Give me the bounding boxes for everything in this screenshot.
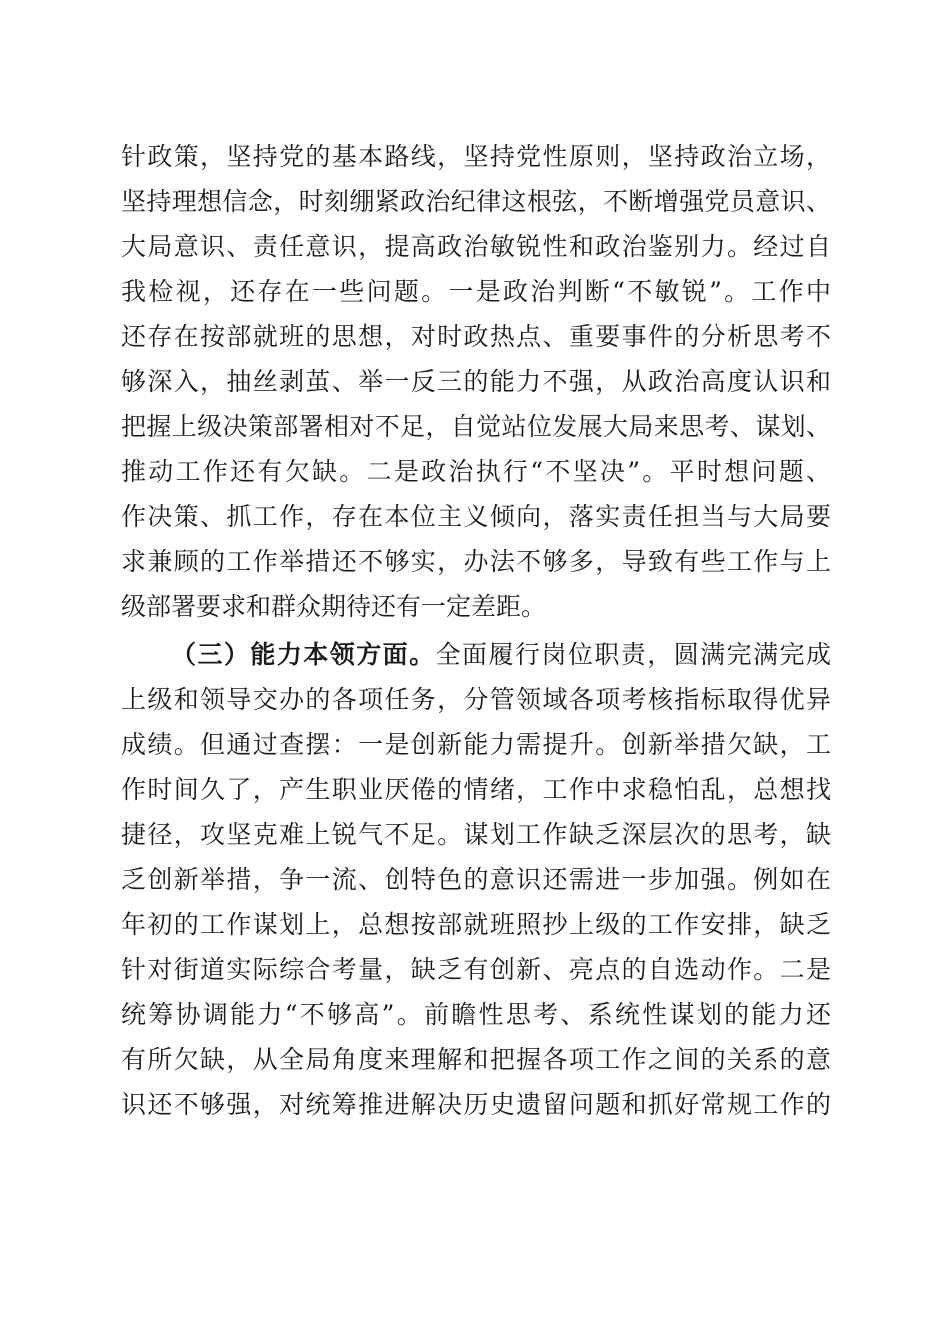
- section-heading: （三）能力本领方面。: [171, 640, 436, 669]
- text-line: 识还不够强，对统筹推进解决历史遗留问题和抓好常规工作的: [121, 1090, 831, 1119]
- text-line: 捷径，攻坚克难上锐气不足。谋划工作缺乏深层次的思考，缺: [121, 820, 831, 849]
- text-line: 够深入，抽丝剥茧、举一反三的能力不强，从政治高度认识和: [121, 367, 831, 396]
- paragraph-first-line: [171, 635, 831, 675]
- text-line: 乏创新举措，争一流、创特色的意识还需进一步加强。例如在: [121, 865, 831, 894]
- text-line: 上级和领导交办的各项任务，分管领域各项考核指标取得优异: [121, 685, 831, 714]
- text-line: 统筹协调能力“不够高”。前瞻性思考、系统性谋划的能力还: [121, 1000, 831, 1029]
- text-line: 求兼顾的工作举措还不够实，办法不够多，导致有些工作与上: [121, 547, 831, 576]
- text-line: 作时间久了，产生职业厌倦的情绪，工作中求稳怕乱，总想找: [121, 775, 831, 804]
- text-line: 大局意识、责任意识，提高政治敏锐性和政治鉴别力。经过自: [121, 232, 831, 261]
- text-line: 把握上级决策部署相对不足，自觉站位发展大局来思考、谋划、: [121, 412, 831, 441]
- text-line: 坚持理想信念，时刻绷紧政治纪律这根弦，不断增强党员意识、: [121, 187, 831, 216]
- text-line: 针政策，坚持党的基本路线，坚持党性原则，坚持政治立场，: [121, 142, 831, 171]
- text-line: 成绩。但通过查摆：一是创新能力需提升。创新举措欠缺，工: [121, 730, 831, 759]
- text-span: 全面履行岗位职责，圆满完满完成: [435, 640, 831, 669]
- text-line: 级部署要求和群众期待还有一定差距。: [121, 592, 547, 621]
- text-line: 针对街道实际综合考量，缺乏有创新、亮点的自选动作。二是: [121, 955, 831, 984]
- text-line: 作决策、抓工作，存在本位主义倾向，落实责任担当与大局要: [121, 502, 831, 531]
- text-line: 推动工作还有欠缺。二是政治执行“不坚决”。平时想问题、: [121, 457, 831, 486]
- text-line: 年初的工作谋划上，总想按部就班照抄上级的工作安排，缺乏: [121, 910, 831, 939]
- text-line: 有所欠缺，从全局角度来理解和把握各项工作之间的关系的意: [121, 1045, 831, 1074]
- text-line: 我检视，还存在一些问题。一是政治判断“不敏锐”。工作中: [121, 277, 831, 306]
- text-line: 还存在按部就班的思想，对时政热点、重要事件的分析思考不: [121, 322, 831, 351]
